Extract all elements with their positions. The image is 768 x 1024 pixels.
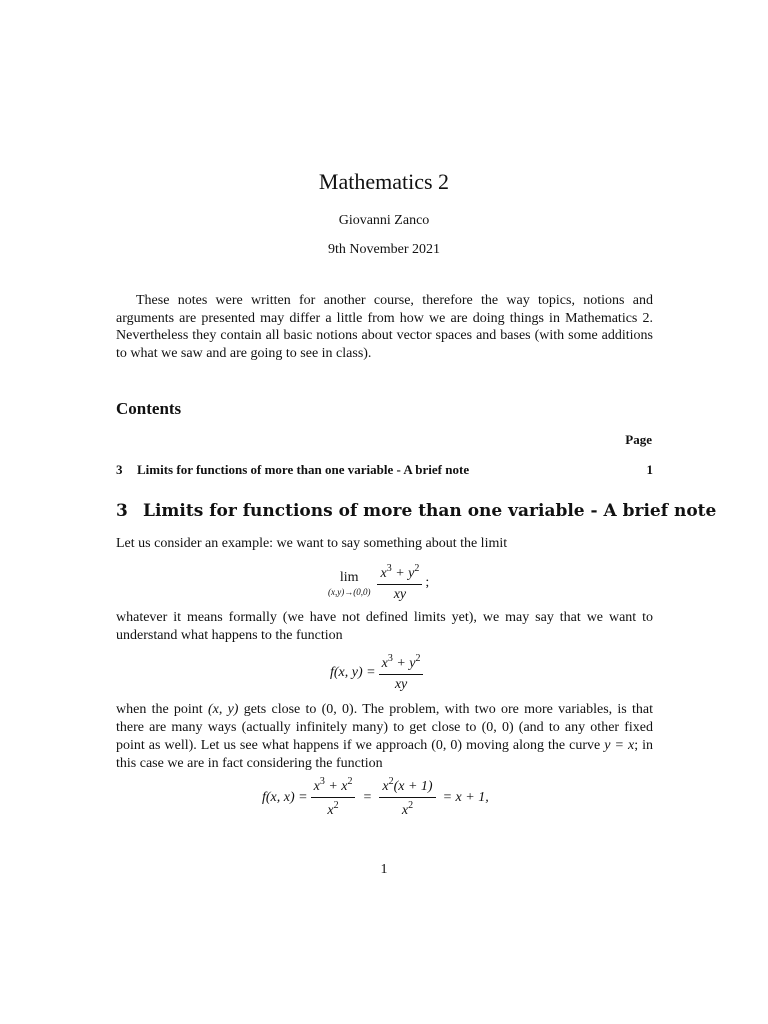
fraction-denominator: xy [394, 677, 408, 692]
section-number: 3 [116, 501, 128, 521]
paragraph-function-intro: whatever it means formally (we have not defined limits yet), we may say that we want to understand what happens to the function [116, 610, 653, 643]
math-point-xy: (x, y) [207, 702, 239, 717]
fraction-numerator: $x^3 + x^2$ [311, 776, 356, 798]
contents-heading: Contents [116, 399, 182, 418]
toc-entry-title: Limits for functions of more than one variable - A brief note [137, 462, 470, 477]
paragraph-limit-intro: Let us consider an example: we want to say something about the limit [116, 536, 508, 551]
math-origin: (0, 0) [431, 738, 463, 753]
fraction-numerator: $x^2(x + 1)$ [379, 776, 435, 798]
toc-page-label: Page [625, 432, 652, 447]
document-date: 9th November 2021 [328, 242, 440, 257]
equation-trail: ; [425, 575, 430, 590]
fraction-denominator: $x^2$ [401, 800, 414, 818]
math-origin: (0, 0) [321, 702, 354, 717]
curve-fraction-1 [311, 776, 356, 819]
limit-fraction [377, 563, 422, 603]
section-heading [116, 501, 716, 521]
document-author: Giovanni Zanco [338, 213, 430, 228]
lim-word: lim [339, 569, 359, 585]
curve-lhs: f(x, x) = [262, 789, 308, 805]
equals-sign: = [363, 789, 372, 805]
fraction-denominator: $x^2$ [327, 800, 339, 818]
fraction-numerator: $x^3 + y^2$ [379, 653, 424, 675]
function-lhs: f(x, y) = [330, 665, 376, 680]
section-title: Limits for functions of more than one variable - A brief note [143, 501, 717, 521]
limit-operator [328, 570, 370, 597]
lim-subscript: (x,y)→(0,0) [328, 586, 371, 597]
math-origin: (0, 0) [481, 720, 514, 735]
abstract-paragraph: These notes were written for another course, therefore the way topics, notions and arguments are presented may differ a little from how we are doing things in Mathematics 2. Nevertheless they contain all basic notions about vector spaces and bases (with some additions to what we saw and are going to see in class). [116, 293, 653, 361]
equation-limit [328, 563, 429, 603]
equation-function [330, 653, 426, 693]
curve-rhs: = x + 1, [442, 789, 489, 805]
function-fraction [379, 653, 424, 693]
fraction-denominator: xy [393, 587, 407, 602]
toc-entry-page: 1 [646, 462, 653, 477]
document-title: Mathematics 2 [318, 169, 450, 194]
page-number: 1 [380, 862, 388, 877]
curve-fraction-2 [379, 776, 435, 819]
fraction-numerator: $x^3 + y^2$ [377, 563, 422, 585]
toc-entry[interactable] [116, 462, 653, 478]
equation-along-curve [262, 776, 489, 819]
paragraph-approach: when the point (x, y) gets close to (0, 0). The problem, with two ore more variables, is that there are many ways (actually infinitely many) to get close to (0, 0) (and to any other fixed point as well). Let us see what happens if we approach (0, 0) moving along the curve y = x; in this case we are in fact considering the function [116, 702, 654, 771]
toc-entry-number: 3 [116, 462, 123, 477]
toc-entry-title-group [116, 462, 469, 478]
math-curve: y = x [604, 738, 635, 753]
